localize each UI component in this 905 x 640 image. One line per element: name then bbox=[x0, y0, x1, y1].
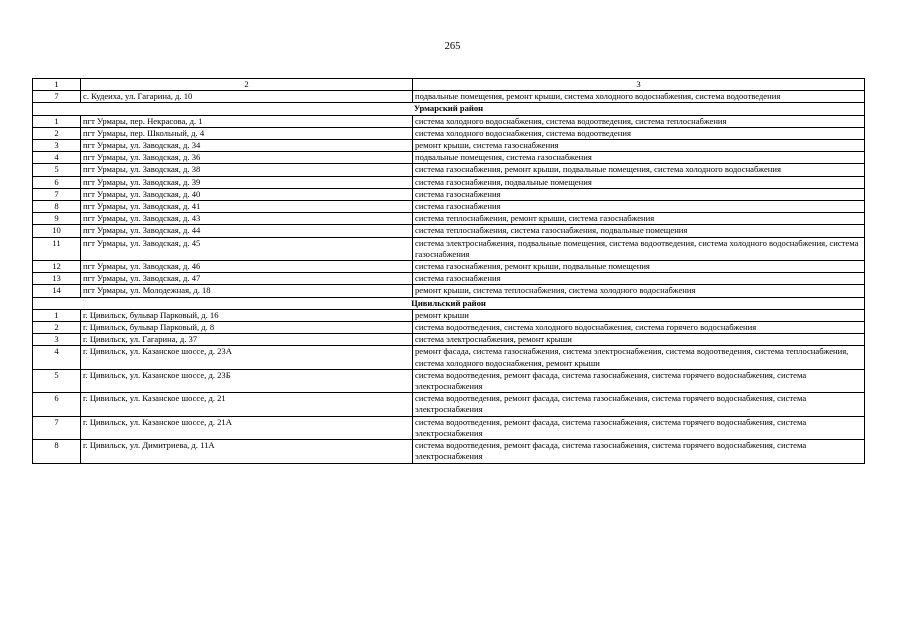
table-row bbox=[33, 164, 865, 176]
row-address: пгт Урмары, ул. Заводская, д. 39 bbox=[81, 176, 413, 188]
table-row bbox=[33, 309, 865, 321]
row-work: система газоснабжения, ремонт крыши, подвальные помещения bbox=[413, 261, 865, 273]
row-work: система электроснабжения, ремонт крыши bbox=[413, 334, 865, 346]
row-work: ремонт крыши, система теплоснабжения, система холодного водоснабжения bbox=[413, 285, 865, 297]
row-number: 7 bbox=[33, 188, 81, 200]
row-address: с. Кудеиха, ул. Гагарина, д. 10 bbox=[81, 91, 413, 103]
row-address: г. Цивильск, ул. Казанское шоссе, д. 21А bbox=[81, 416, 413, 439]
row-number: 3 bbox=[33, 140, 81, 152]
table-row bbox=[33, 152, 865, 164]
row-work: система водоотведения, система холодного водоснабжения, система горячего водоснабжения bbox=[413, 322, 865, 334]
row-address: г. Цивильск, ул. Гагарина, д. 37 bbox=[81, 334, 413, 346]
row-address: пгт Урмары, ул. Заводская, д. 45 bbox=[81, 237, 413, 260]
row-address: г. Цивильск, ул. Казанское шоссе, д. 23А bbox=[81, 346, 413, 369]
table-row bbox=[33, 91, 865, 103]
table-row bbox=[33, 201, 865, 213]
row-address: пгт Урмары, ул. Заводская, д. 43 bbox=[81, 213, 413, 225]
row-address: г. Цивильск, ул. Казанское шоссе, д. 21 bbox=[81, 393, 413, 416]
table-row bbox=[33, 346, 865, 369]
header-col-1: 1 bbox=[33, 79, 81, 91]
row-number: 4 bbox=[33, 346, 81, 369]
row-work: система газоснабжения bbox=[413, 188, 865, 200]
table-row bbox=[33, 115, 865, 127]
row-address: пгт Урмары, пер. Некрасова, д. 1 bbox=[81, 115, 413, 127]
table-body bbox=[33, 79, 865, 464]
row-number: 2 bbox=[33, 322, 81, 334]
section-title: Цивильский район bbox=[33, 297, 865, 309]
row-address: пгт Урмары, ул. Заводская, д. 47 bbox=[81, 273, 413, 285]
row-work: система газоснабжения, ремонт крыши, подвальные помещения, система холодного водоснабжения bbox=[413, 164, 865, 176]
row-work: система водоотведения, ремонт фасада, система газоснабжения, система горячего водоснабжения, система электроснабжения bbox=[413, 416, 865, 439]
row-address: пгт Урмары, ул. Молодежная, д. 18 bbox=[81, 285, 413, 297]
row-work: подвальные помещения, ремонт крыши, система холодного водоснабжения, система водоотведения bbox=[413, 91, 865, 103]
row-number: 12 bbox=[33, 261, 81, 273]
row-number: 6 bbox=[33, 393, 81, 416]
table-row bbox=[33, 440, 865, 463]
row-address: пгт Урмары, ул. Заводская, д. 36 bbox=[81, 152, 413, 164]
header-col-3: 3 bbox=[413, 79, 865, 91]
row-number: 5 bbox=[33, 164, 81, 176]
row-address: пгт Урмары, ул. Заводская, д. 44 bbox=[81, 225, 413, 237]
row-number: 1 bbox=[33, 309, 81, 321]
table-row bbox=[33, 261, 865, 273]
row-work: подвальные помещения, система газоснабжения bbox=[413, 152, 865, 164]
table-row bbox=[33, 127, 865, 139]
row-work: система газоснабжения, подвальные помещения bbox=[413, 176, 865, 188]
row-address: г. Цивильск, бульвар Парковый, д. 16 bbox=[81, 309, 413, 321]
row-work: система электроснабжения, подвальные помещения, система водоотведения, система холодного водоснабжения, система газоснабжения bbox=[413, 237, 865, 260]
row-number: 10 bbox=[33, 225, 81, 237]
table-row bbox=[33, 273, 865, 285]
table-row bbox=[33, 188, 865, 200]
row-work: система водоотведения, ремонт фасада, система газоснабжения, система горячего водоснабжения, система электроснабжения bbox=[413, 440, 865, 463]
page-number: 265 bbox=[444, 41, 461, 52]
row-number: 7 bbox=[33, 91, 81, 103]
table-row bbox=[33, 416, 865, 439]
row-number: 6 bbox=[33, 176, 81, 188]
row-work: ремонт крыши, система газоснабжения bbox=[413, 140, 865, 152]
row-address: г. Цивильск, ул. Казанское шоссе, д. 23Б bbox=[81, 369, 413, 392]
table-row bbox=[33, 176, 865, 188]
row-number: 9 bbox=[33, 213, 81, 225]
row-address: пгт Урмары, пер. Школьный, д. 4 bbox=[81, 127, 413, 139]
row-number: 2 bbox=[33, 127, 81, 139]
row-address: пгт Урмары, ул. Заводская, д. 40 bbox=[81, 188, 413, 200]
row-work: система холодного водоснабжения, система водоотведения, система теплоснабжения bbox=[413, 115, 865, 127]
header-col-2: 2 bbox=[81, 79, 413, 91]
table-row bbox=[33, 225, 865, 237]
row-work: система водоотведения, ремонт фасада, система газоснабжения, система горячего водоснабжения, система электроснабжения bbox=[413, 393, 865, 416]
table-row bbox=[33, 369, 865, 392]
row-number: 11 bbox=[33, 237, 81, 260]
row-work: система газоснабжения bbox=[413, 201, 865, 213]
row-number: 14 bbox=[33, 285, 81, 297]
table-row bbox=[33, 322, 865, 334]
row-address: пгт Урмары, ул. Заводская, д. 46 bbox=[81, 261, 413, 273]
row-work: система газоснабжения bbox=[413, 273, 865, 285]
row-number: 8 bbox=[33, 440, 81, 463]
row-address: пгт Урмары, ул. Заводская, д. 41 bbox=[81, 201, 413, 213]
row-address: г. Цивильск, ул. Димитриева, д. 11А bbox=[81, 440, 413, 463]
row-work: ремонт крыши bbox=[413, 309, 865, 321]
section-title: Урмарский район bbox=[33, 103, 865, 115]
row-work: система водоотведения, ремонт фасада, система газоснабжения, система горячего водоснабжения, система электроснабжения bbox=[413, 369, 865, 392]
table-header-row bbox=[33, 79, 865, 91]
row-address: г. Цивильск, бульвар Парковый, д. 8 bbox=[81, 322, 413, 334]
row-number: 13 bbox=[33, 273, 81, 285]
row-number: 5 bbox=[33, 369, 81, 392]
section-row bbox=[33, 297, 865, 309]
section-row bbox=[33, 103, 865, 115]
housing-repair-table bbox=[32, 78, 865, 464]
row-number: 3 bbox=[33, 334, 81, 346]
row-number: 7 bbox=[33, 416, 81, 439]
table-row bbox=[33, 393, 865, 416]
row-work: система холодного водоснабжения, система водоотведения bbox=[413, 127, 865, 139]
row-work: ремонт фасада, система газоснабжения, система электроснабжения, система водоотведения, система теплоснабжения, система холодного водоснабжения, ремонт крыши bbox=[413, 346, 865, 369]
table-row bbox=[33, 334, 865, 346]
table-row bbox=[33, 285, 865, 297]
table-row bbox=[33, 237, 865, 260]
row-work: система теплоснабжения, ремонт крыши, система газоснабжения bbox=[413, 213, 865, 225]
table-row bbox=[33, 213, 865, 225]
row-number: 4 bbox=[33, 152, 81, 164]
row-number: 1 bbox=[33, 115, 81, 127]
row-address: пгт Урмары, ул. Заводская, д. 34 bbox=[81, 140, 413, 152]
row-number: 8 bbox=[33, 201, 81, 213]
row-work: система теплоснабжения, система газоснабжения, подвальные помещения bbox=[413, 225, 865, 237]
row-address: пгт Урмары, ул. Заводская, д. 38 bbox=[81, 164, 413, 176]
table-row bbox=[33, 140, 865, 152]
